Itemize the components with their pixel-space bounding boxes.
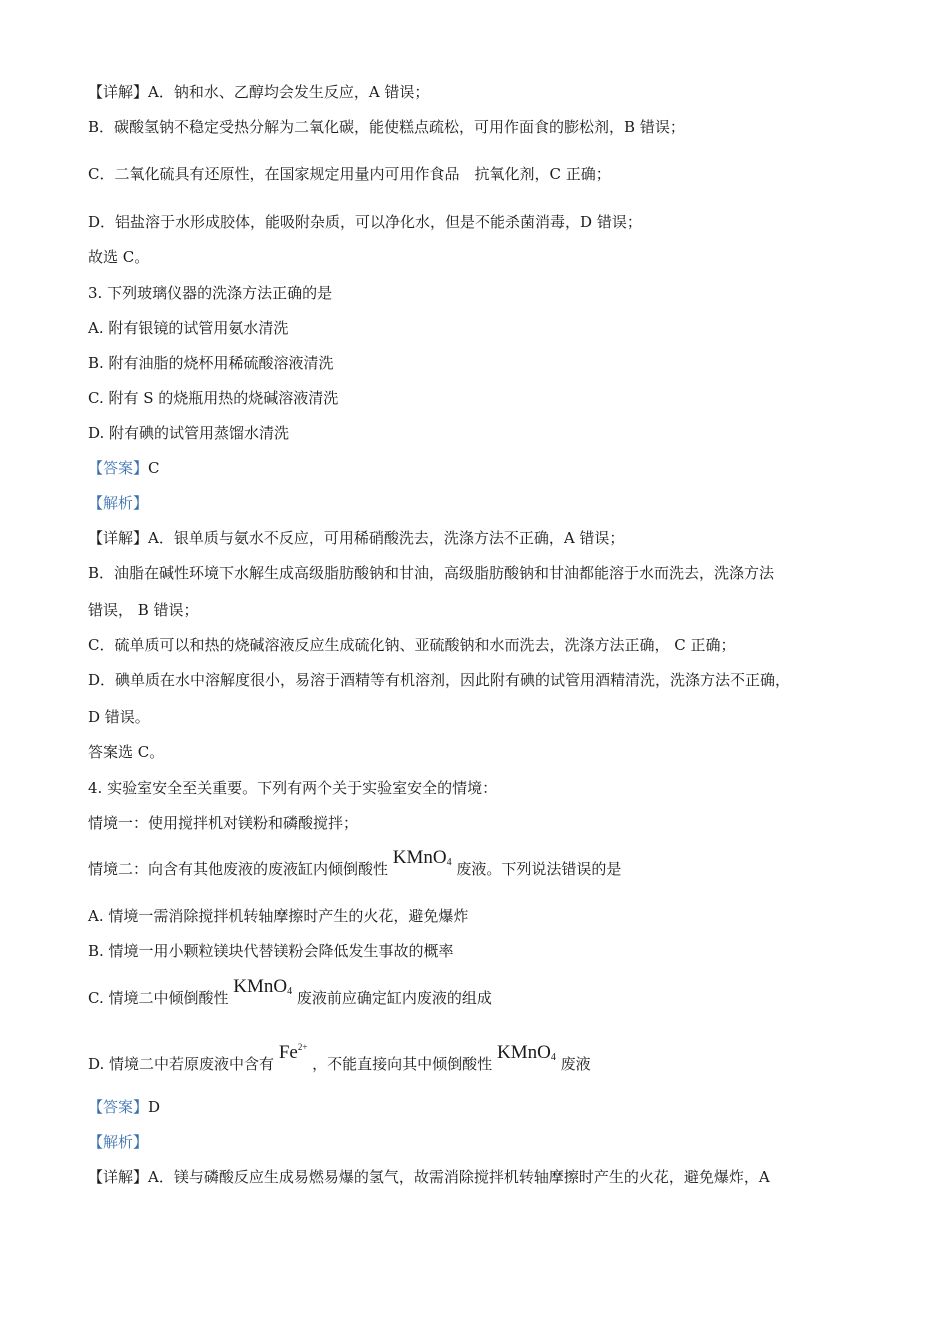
scenario-1: 情境一：使用搅拌机对镁粉和磷酸搅拌； — [88, 814, 359, 832]
text-span: D. 情境二中若原废液中含有 — [88, 1055, 275, 1073]
text-line: B．油脂在碱性环境下水解生成高级脂肪酸钠和甘油，高级脂肪酸钠和甘油都能溶于水而洗去，洗涤方法 — [88, 564, 775, 582]
text-span: 废液 — [560, 1055, 591, 1073]
text-line: 答案选 C。 — [88, 743, 165, 761]
kmno4-formula — [393, 847, 452, 868]
text-line: 【详解】A．钠和水、乙醇均会发生反应，A 错误； — [88, 83, 430, 101]
kmno4-formula — [497, 1042, 556, 1063]
text-line: 故选 C。 — [88, 248, 150, 266]
answer-label: 【答案】 — [88, 1098, 149, 1116]
text-span: 废液前应确定缸内废液的组成 — [296, 989, 492, 1007]
option-c — [88, 976, 492, 1013]
formula-superscript: 2+ — [297, 1042, 308, 1052]
option-b: B. 附有油脂的烧杯用稀硫酸溶液清洗 — [88, 354, 334, 372]
scenario-2 — [88, 847, 622, 884]
answer-line — [88, 458, 160, 478]
kmno4-formula — [233, 976, 292, 997]
fe-ion-formula — [279, 1042, 308, 1063]
option-b: B. 情境一用小颗粒镁块代替镁粉会降低发生事故的概率 — [88, 942, 454, 960]
text-line: 【详解】A．银单质与氨水不反应，可用稀硝酸洗去，洗涤方法不正确，A 错误； — [88, 529, 625, 547]
text-span: ，不能直接向其中倾倒酸性 — [312, 1055, 493, 1073]
text-line: D．碘单质在水中溶解度很小，易溶于酒精等有机溶剂，因此附有碘的试管用酒精清洗，洗涤方法不正确， — [88, 671, 791, 689]
option-c: C. 附有 S 的烧瓶用热的烧碱溶液清洗 — [88, 389, 339, 407]
text-span: 情境二：向含有其他废液的废液缸内倾倒酸性 — [88, 860, 389, 878]
answer-label: 【答案】 — [88, 459, 149, 477]
formula-subscript: 4 — [550, 1052, 556, 1063]
formula-main: KMnO — [496, 1042, 551, 1063]
text-line: C．二氧化硫具有还原性，在国家规定用量内可用作食品 抗氧化剂，C 正确； — [88, 165, 611, 183]
answer-value: C — [148, 459, 160, 477]
text-line: B．碳酸氢钠不稳定受热分解为二氧化碳，能使糕点疏松，可用作面食的膨松剂，B 错误； — [88, 118, 685, 136]
question-4-stem: 4. 实验室安全至关重要。下列有两个关于实验室安全的情境： — [88, 779, 498, 797]
option-a: A. 情境一需消除搅拌机转轴摩擦时产生的火花，避免爆炸 — [88, 907, 469, 925]
formula-main: Fe — [278, 1042, 298, 1063]
text-line: 错误， B 错误； — [88, 601, 199, 619]
text-span: 废液。下列说法错误的是 — [456, 860, 622, 878]
formula-subscript: 4 — [287, 986, 293, 997]
answer-value: D — [148, 1098, 161, 1116]
text-line: D．铝盐溶于水形成胶体，能吸附杂质，可以净化水，但是不能杀菌消毒，D 错误； — [88, 213, 642, 231]
text-line: 【详解】A．镁与磷酸反应生成易燃易爆的氢气，故需消除搅拌机转轴摩擦时产生的火花，避免爆炸，A — [88, 1168, 770, 1186]
question-3-stem: 3. 下列玻璃仪器的洗涤方法正确的是 — [88, 284, 333, 302]
formula-subscript: 4 — [446, 857, 452, 868]
analysis-label: 【解析】 — [88, 494, 149, 512]
formula-main: KMnO — [233, 976, 288, 997]
option-d: D. 附有碘的试管用蒸馏水清洗 — [88, 424, 290, 442]
option-a: A. 附有银镜的试管用氨水清洗 — [88, 319, 289, 337]
text-line: C．硫单质可以和热的烧碱溶液反应生成硫化钠、亚硫酸钠和水而洗去，洗涤方法正确， C 正确； — [88, 636, 736, 654]
option-d — [88, 1042, 591, 1079]
text-line: D 错误。 — [88, 708, 150, 726]
formula-main: KMnO — [392, 847, 447, 868]
answer-line — [88, 1097, 160, 1117]
analysis-label: 【解析】 — [88, 1133, 149, 1151]
text-span: C. 情境二中倾倒酸性 — [88, 989, 229, 1007]
